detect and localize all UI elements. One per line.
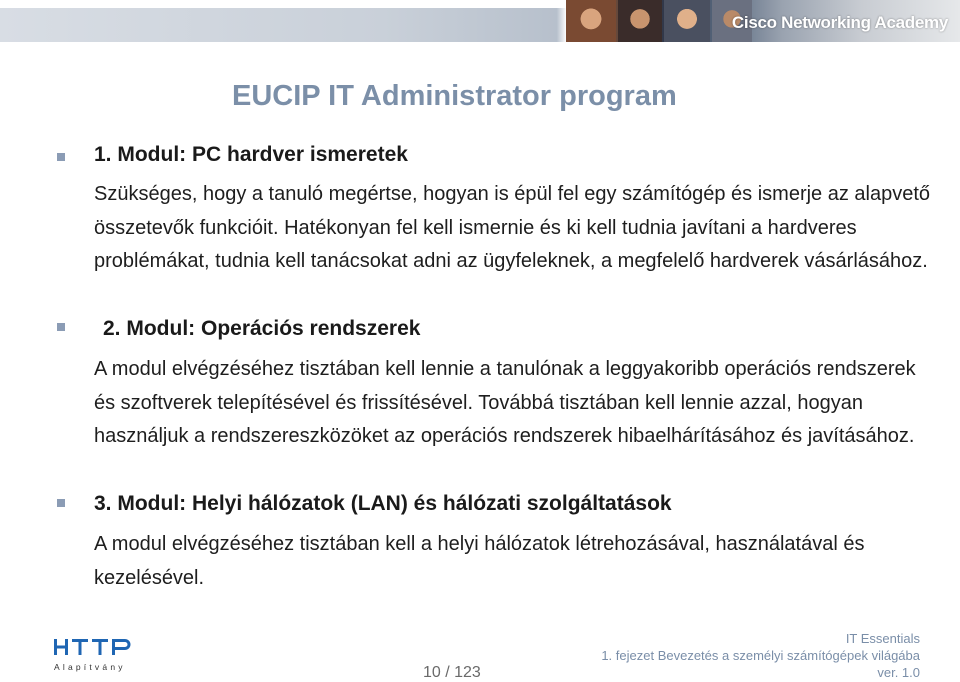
banner-text: Cisco Networking Academy	[731, 13, 948, 32]
bullet-icon	[57, 153, 65, 161]
http-foundation-logo	[53, 637, 143, 677]
cisco-banner	[566, 0, 960, 42]
chapter-name: 1. fejezet Bevezetés a személyi számítógépek világába	[601, 648, 920, 663]
section-body-1: Szükséges, hogy a tanuló megértse, hogyan is épül fel egy számítógép és ismerje az alapvető összetevők funkcióit. Hatékonyan fel kell ismernie és ki kell tudnia javítani a hardveres problémákat, tudnia kell tanácsokat adni az ügyfeleknek, a megfelelő hardverek vásárlásához.	[94, 183, 931, 272]
photo-face-2	[618, 0, 662, 42]
section-body-2: A modul elvégzéséhez tisztában kell lennie a tanulónak a leggyakoribb operációs rendszerek és szoftverek telepítésével és frissítésével. Továbbá tisztában kell lennie azzal, hogyan használjuk a rendszereszközöket az operációs rendszerek hibaelhárításához és javításához.	[94, 358, 916, 447]
slide-title: EUCIP IT Administrator program	[232, 80, 677, 112]
section-heading-2: 2. Modul: Operációs rendszerek	[103, 317, 421, 340]
photo-face-3	[664, 0, 710, 42]
bullet-icon	[57, 323, 65, 331]
bullet-icon	[57, 499, 65, 507]
course-name: IT Essentials	[845, 631, 920, 646]
version: ver. 1.0	[877, 665, 920, 680]
photo-face-1	[566, 0, 616, 42]
footer-info	[601, 630, 920, 681]
section-body-3: A modul elvégzéséhez tisztában kell a helyi hálózatok létrehozásával, használatával és kezelésével.	[94, 533, 865, 589]
section-heading-3: 3. Modul: Helyi hálózatok (LAN) és hálózati szolgáltatások	[94, 492, 672, 515]
logo-subtext: Alapítvány	[54, 662, 126, 672]
section-heading-1: 1. Modul: PC hardver ismeretek	[94, 143, 408, 166]
page-number: 10 / 123	[423, 664, 481, 681]
